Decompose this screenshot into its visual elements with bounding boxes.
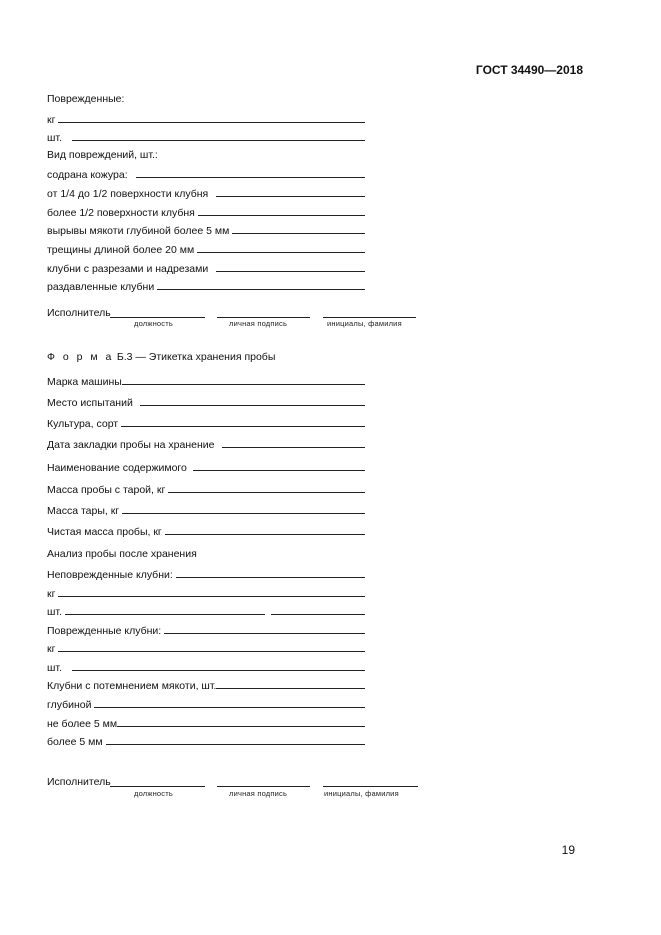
form-field-label: Место испытаний xyxy=(47,397,133,409)
damage-item-label: раздавленные клубни xyxy=(47,281,155,293)
fill-line xyxy=(232,223,365,234)
damage-item-label: от 1/4 до 1/2 поверхности клубня xyxy=(47,188,209,200)
damaged-pcs-line-2 xyxy=(47,660,365,673)
fill-line xyxy=(58,586,365,597)
fill-line xyxy=(157,279,365,290)
damaged-pcs-line xyxy=(47,130,365,143)
fill-line xyxy=(122,503,365,514)
fill-line xyxy=(216,261,365,272)
fill-line xyxy=(72,660,365,671)
form-field-label: Масса тары, кг xyxy=(47,505,120,517)
fill-line xyxy=(94,697,365,708)
darkened-line xyxy=(47,678,365,691)
kg-label: кг xyxy=(47,588,56,600)
form-field-label: Чистая масса пробы, кг xyxy=(47,526,162,538)
undamaged-kg-line xyxy=(47,586,365,599)
form-title xyxy=(47,351,275,363)
depth-label: глубиной xyxy=(47,699,92,711)
fill-line xyxy=(65,604,265,615)
damage-item-label: трещины длиной более 20 мм xyxy=(47,244,195,256)
form-field-line xyxy=(47,374,365,387)
fill-line xyxy=(122,374,365,385)
fill-line xyxy=(168,482,365,493)
damage-kinds-title: Вид повреждений, шт.: xyxy=(47,149,158,161)
caption-signature: личная подпись xyxy=(229,319,288,328)
caption-signature: личная подпись xyxy=(229,789,288,798)
fill-line xyxy=(164,623,365,634)
fill-line xyxy=(72,130,365,141)
damage-item-line xyxy=(47,205,365,218)
pcs-label: шт. xyxy=(47,662,62,674)
damaged-kg-label: кг xyxy=(47,114,56,126)
damage-item-line xyxy=(47,242,365,255)
form-name: Б.3 — Этикетка хранения пробы xyxy=(116,351,276,363)
form-field-label: Марка машины xyxy=(47,376,122,388)
fill-line xyxy=(176,567,365,578)
damaged-kg-line-2 xyxy=(47,641,365,654)
damaged-tubers-label: Поврежденные клубни: xyxy=(47,625,162,637)
signature-line xyxy=(217,776,310,787)
form-field-line xyxy=(47,482,365,495)
caption-position: должность xyxy=(134,789,173,798)
form-field-label: Дата закладки пробы на хранение xyxy=(47,439,215,451)
fill-line xyxy=(198,205,365,216)
more-line xyxy=(47,734,365,747)
signature-block xyxy=(47,776,111,788)
damage-item-line xyxy=(47,223,365,236)
analysis-title: Анализ пробы после хранения xyxy=(47,548,197,560)
caption-name: инициалы, фамилия xyxy=(324,789,399,798)
kg-label: кг xyxy=(47,643,56,655)
fill-line xyxy=(140,395,365,406)
fill-line xyxy=(117,716,365,727)
fill-line xyxy=(216,186,365,197)
caption-name: инициалы, фамилия xyxy=(327,319,402,328)
fill-line xyxy=(136,167,365,178)
damage-item-line xyxy=(47,186,365,199)
fill-line xyxy=(197,242,365,253)
signature-block xyxy=(47,307,111,319)
fill-line xyxy=(216,678,365,689)
form-prefix: Ф о р м а xyxy=(47,351,114,363)
fill-line xyxy=(222,437,365,448)
fill-line xyxy=(58,112,365,123)
darkened-label: Клубни с потемнением мякоти, шт. xyxy=(47,680,217,692)
position-line xyxy=(110,307,205,318)
form-field-line xyxy=(47,395,365,408)
fill-line xyxy=(58,641,365,652)
damage-item-label: клубни с разрезами и надрезами xyxy=(47,263,209,275)
form-field-label: Культура, сорт xyxy=(47,418,119,430)
more-label: более 5 мм xyxy=(47,736,103,748)
pcs-label: шт. xyxy=(47,606,62,618)
undamaged-line xyxy=(47,567,365,580)
undamaged-label: Неповрежденные клубни: xyxy=(47,569,173,581)
fill-line xyxy=(271,604,365,615)
fill-line xyxy=(106,734,365,745)
signature-label: Исполнитель xyxy=(47,307,111,319)
form-field-line xyxy=(47,503,365,516)
position-line xyxy=(110,776,205,787)
damaged-kg-line xyxy=(47,112,365,125)
document-header: ГОСТ 34490—2018 xyxy=(475,63,583,77)
name-line xyxy=(323,307,416,318)
not-more-line xyxy=(47,716,365,729)
damage-item-line xyxy=(47,279,365,292)
damaged-tubers-line xyxy=(47,623,365,636)
damage-item-label: вырывы мякоти глубиной более 5 мм xyxy=(47,225,230,237)
depth-line xyxy=(47,697,365,710)
signature-line xyxy=(217,307,310,318)
damaged-title: Поврежденные: xyxy=(47,93,125,105)
fill-line xyxy=(121,416,365,427)
form-field-label: Масса пробы с тарой, кг xyxy=(47,484,166,496)
form-field-line xyxy=(47,524,365,537)
form-field-line xyxy=(47,437,365,450)
form-field-line xyxy=(47,416,365,429)
page-number: 19 xyxy=(561,843,575,857)
signature-label: Исполнитель xyxy=(47,776,111,788)
damage-item-label: содрана кожура: xyxy=(47,169,128,181)
undamaged-pcs-line xyxy=(47,604,365,617)
form-field-line xyxy=(47,460,365,473)
fill-line xyxy=(193,460,365,471)
damaged-pcs-label: шт. xyxy=(47,132,62,144)
damage-item-line xyxy=(47,167,365,180)
damage-item-line xyxy=(47,261,365,274)
caption-position: должность xyxy=(134,319,173,328)
damage-item-label: более 1/2 поверхности клубня xyxy=(47,207,195,219)
name-line xyxy=(323,776,418,787)
form-field-label: Наименование содержимого xyxy=(47,462,187,474)
fill-line xyxy=(165,524,365,535)
not-more-label: не более 5 мм xyxy=(47,718,118,730)
